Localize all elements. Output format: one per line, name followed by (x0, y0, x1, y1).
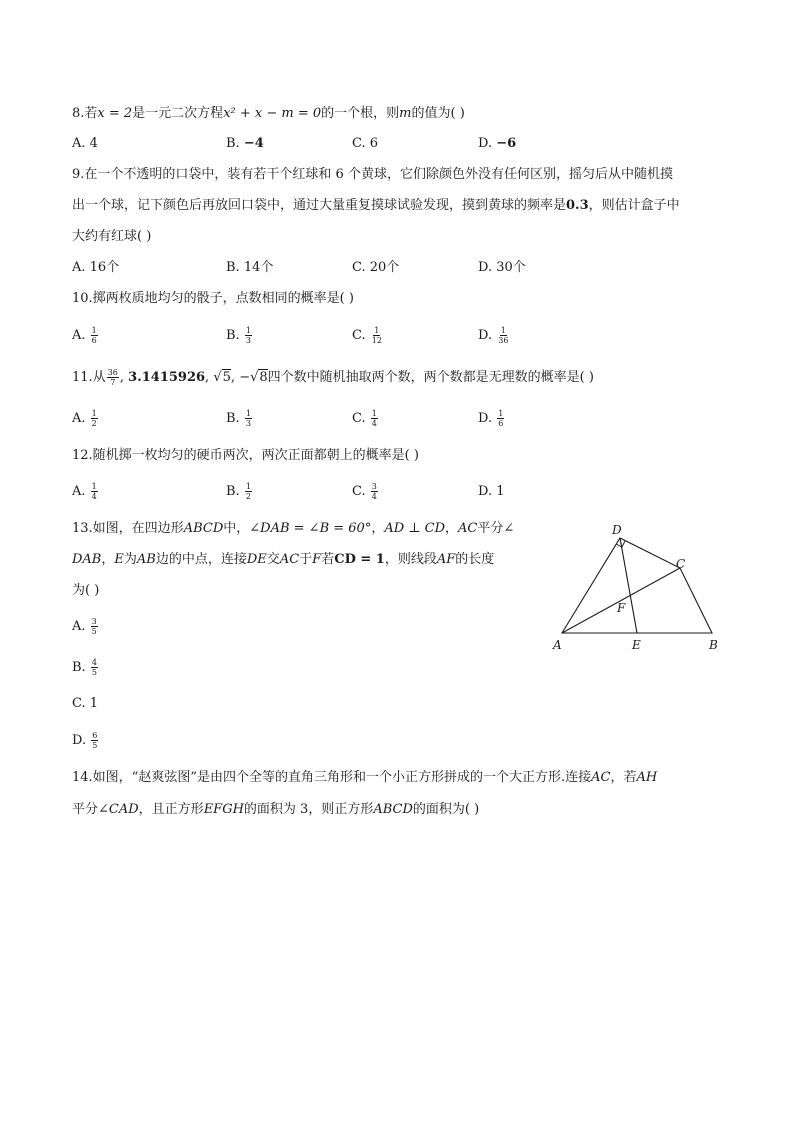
numerator: 1 (500, 326, 506, 335)
denominator: 5 (92, 741, 98, 750)
q13-option-a (72, 617, 99, 637)
option-label: D. (478, 411, 497, 426)
q13-text: 若 (321, 552, 335, 567)
q11-text: 四个数中随机抽取两个数，两个数都是无理数的概率是( ) (267, 370, 594, 385)
q14-math: AH (636, 770, 658, 785)
point-label-e: E (632, 638, 641, 652)
numerator: 1 (371, 409, 377, 418)
denominator: 5 (91, 627, 97, 636)
q14-text: ，若 (610, 770, 637, 785)
q8-option-d (478, 134, 516, 154)
q14-math: EFGH (203, 802, 244, 817)
q14-text: ，且正方形 (138, 802, 204, 817)
q9-line3: 大约有红球( ) (72, 229, 152, 244)
denominator: 7 (110, 378, 116, 387)
fraction (107, 368, 119, 387)
q10-stem: 10.掷两枚质地均匀的骰子，点数相同的概率是( ) (72, 291, 354, 306)
option-label: C. (352, 411, 370, 426)
denominator: 3 (245, 419, 251, 428)
fraction (91, 326, 98, 345)
option-label: A. (72, 411, 90, 426)
q13-math: AD ⊥ CD (384, 521, 446, 536)
q8-option-c: C. 6 (352, 136, 379, 151)
numerator: 1 (374, 326, 380, 335)
option-value: −6 (496, 136, 517, 151)
denominator: 4 (371, 419, 377, 428)
q14-text: 的面积为( ) (412, 802, 480, 817)
separator: , (119, 370, 125, 385)
denominator: 3 (245, 336, 251, 345)
q11-option-d (478, 409, 505, 429)
q9-text: 出一个球，记下颜色后再放回口袋中，通过大量重复摸球试验发现，摸到黄球的频率是 (72, 198, 567, 213)
numerator: 6 (92, 731, 98, 740)
q12-option-a (72, 482, 99, 502)
q13-text: ， (445, 521, 459, 536)
denominator: 6 (498, 419, 504, 428)
q13-text: ， (101, 552, 115, 567)
denominator: 12 (371, 336, 382, 345)
denominator: 36 (498, 336, 509, 345)
q12-option-d: D. 1 (478, 484, 505, 499)
numerator: 1 (91, 326, 97, 335)
q12-option-c (352, 482, 379, 502)
q11-option-c (352, 409, 379, 429)
denominator: 4 (371, 492, 377, 501)
q13-option-b (72, 658, 99, 678)
q13-text: ， (371, 521, 385, 536)
separator: , (230, 370, 236, 385)
q14-math: ∠CAD (98, 802, 139, 817)
option-label: A. (72, 484, 90, 499)
q9-option-d: D. 30个 (478, 260, 526, 275)
q13-text: 为 (123, 552, 137, 567)
q13-line3: 为( ) (72, 583, 100, 598)
q14-text: 的面积为 3，则正方形 (243, 802, 374, 817)
option-label: D. (478, 136, 497, 151)
option-label: C. (352, 484, 370, 499)
q11-text: 11.从 (72, 370, 106, 385)
fraction (245, 326, 252, 345)
q13-math: F (312, 552, 322, 567)
q13-math: AF (436, 552, 456, 567)
q12-option-b (226, 482, 253, 502)
segment-de (620, 538, 637, 633)
radicand: 8 (259, 370, 268, 385)
q11-option-a (72, 409, 99, 429)
q13-option-c: C. 1 (72, 696, 99, 711)
option-value: −4 (243, 136, 264, 151)
q13-text: 边的中点，连接 (155, 552, 247, 567)
denominator: 4 (91, 492, 97, 501)
q8-eq: x² + x − m = 0 (223, 106, 322, 121)
q14-text: 平分 (72, 802, 99, 817)
q9-line2 (72, 196, 680, 216)
numerator: 1 (91, 409, 97, 418)
q13-math: DE (246, 552, 267, 567)
option-label: D. (478, 328, 497, 343)
q9-text: ，则估计盒子中 (588, 198, 680, 213)
q13-text: 交 (266, 552, 280, 567)
numerator: 3 (371, 482, 377, 491)
denominator: 2 (245, 492, 251, 501)
q14-text: 14.如图，“赵爽弦图”是由四个全等的直角三角形和一个小正方形拼成的一个大正方形.连接 (72, 770, 592, 785)
vertex-label-d: D (612, 523, 622, 537)
fraction (91, 482, 98, 501)
quadrilateral-abcd (562, 538, 712, 633)
option-label: A. (72, 328, 90, 343)
q13-text: 中， (223, 521, 250, 536)
q13-line2 (72, 550, 494, 570)
option-label: B. (226, 411, 244, 426)
fraction (371, 326, 383, 345)
q13-line1 (72, 519, 514, 539)
q11-stem (72, 368, 594, 388)
numerator: 1 (245, 326, 251, 335)
numerator: 1 (498, 409, 504, 418)
fraction (91, 658, 98, 677)
fraction (371, 482, 378, 501)
sqrt-sign: √ (213, 370, 222, 385)
q10-option-b (226, 326, 253, 346)
option-label: B. (226, 484, 244, 499)
q9-option-b: B. 14个 (226, 260, 274, 275)
option-label: D. (72, 733, 91, 748)
q13-math: AC (279, 552, 300, 567)
numerator: 1 (91, 482, 97, 491)
q9-option-c: C. 20个 (352, 260, 400, 275)
q13-math: AB (136, 552, 156, 567)
q14-math: AC (591, 770, 611, 785)
q13-math: AC (458, 521, 478, 536)
denominator: 5 (91, 668, 97, 677)
numerator: 4 (91, 658, 97, 667)
q13-math: ABCD (183, 521, 224, 536)
q8-var: m (399, 106, 412, 121)
option-label: B. (72, 660, 90, 675)
q13-text: 平分∠ (477, 521, 515, 536)
quadrilateral-figure (550, 518, 730, 658)
fraction (497, 326, 509, 345)
q9-line1: 9.在一个不透明的口袋中，装有若干个红球和 6 个黄球，它们除颜色外没有任何区别，摇匀后从中随机摸 (72, 167, 673, 182)
denominator: 6 (91, 336, 97, 345)
q11-option-b (226, 409, 253, 429)
q13-math: E (114, 552, 124, 567)
q8-option-b (226, 134, 264, 154)
option-label: C. (352, 328, 370, 343)
numerator: 1 (245, 409, 251, 418)
denominator: 2 (91, 419, 97, 428)
q8-stem (72, 104, 465, 124)
q13-math: CD = 1 (334, 552, 385, 567)
vertex-label-c: C (676, 557, 686, 571)
numerator: 36 (107, 368, 118, 377)
option-label: A. (72, 619, 90, 634)
q8-eq: x = 2 (97, 106, 133, 121)
q8-text: 是一元二次方程 (132, 106, 224, 121)
q13-text: 于 (299, 552, 313, 567)
sqrt-sign: √ (250, 370, 259, 385)
q10-option-d (478, 326, 510, 346)
fraction (245, 482, 252, 501)
fraction (371, 409, 378, 428)
q13-option-d (72, 731, 99, 751)
q8-option-a: A. 4 (72, 136, 98, 151)
fraction (497, 409, 504, 428)
numerator: 1 (245, 482, 251, 491)
numerator: 3 (91, 617, 97, 626)
q13-text: ，则线段 (384, 552, 437, 567)
radicand: 5 (222, 370, 231, 385)
minus-sign: − (239, 370, 251, 385)
q10-option-c (352, 326, 384, 346)
q14-line1 (72, 768, 657, 788)
fraction (91, 409, 98, 428)
q8-text: 的值为( ) (411, 106, 465, 121)
fraction (91, 617, 98, 636)
q13-text: 的长度 (455, 552, 495, 567)
vertex-label-b: B (709, 638, 718, 652)
fraction (91, 731, 98, 750)
option-label: B. (226, 136, 244, 151)
q14-math: ABCD (373, 802, 413, 817)
point-label-f: F (617, 601, 626, 615)
option-label: B. (226, 328, 244, 343)
q9-option-a: A. 16个 (72, 260, 120, 275)
q14-line2 (72, 800, 479, 820)
q9-value: 0.3 (566, 198, 589, 213)
q12-stem: 12.随机掷一枚均匀的硬币两次，两次正面都朝上的概率是( ) (72, 448, 419, 463)
separator: , (205, 370, 210, 385)
q8-text: 的一个根，则 (321, 106, 400, 121)
q8-text: 8.若 (72, 106, 98, 121)
q10-option-a (72, 326, 99, 346)
fraction (245, 409, 252, 428)
q13-text: 13.如图，在四边形 (72, 521, 184, 536)
q13-math: DAB (72, 552, 102, 567)
q13-math: ∠DAB = ∠B = 60° (249, 521, 372, 536)
vertex-label-a: A (553, 638, 562, 652)
q11-number: 3.1415926 (128, 370, 206, 385)
